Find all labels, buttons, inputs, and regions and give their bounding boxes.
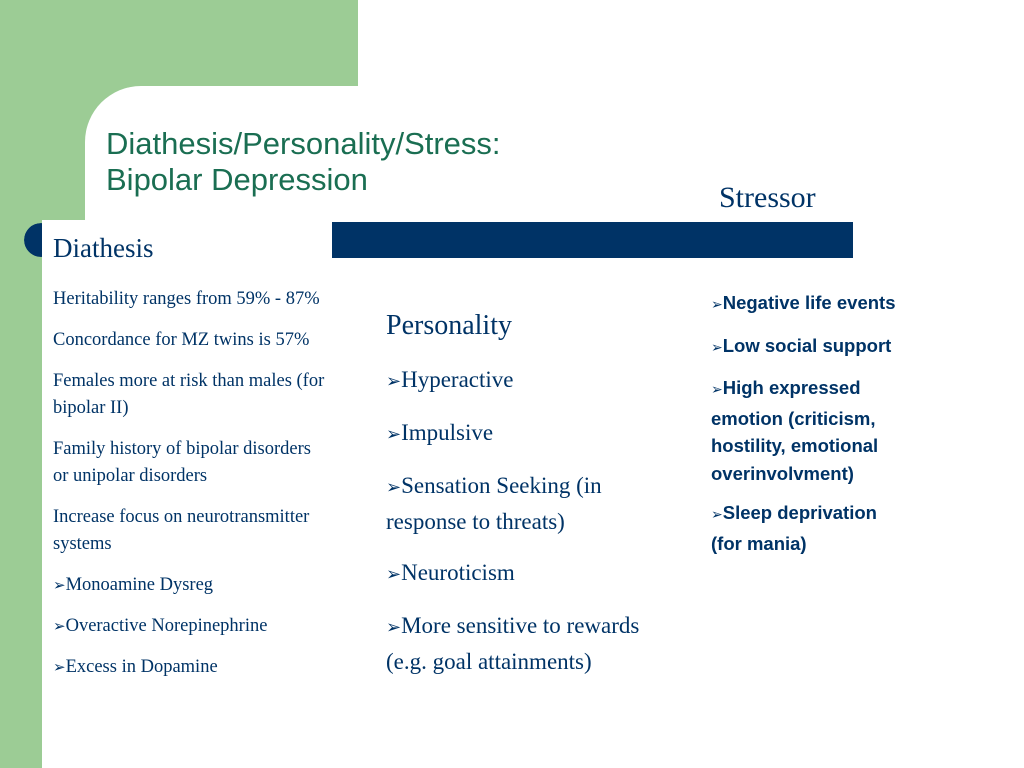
list-item: ➢More sensitive to rewards (e.g. goal attainments) bbox=[386, 613, 640, 674]
list-item: Increase focus on neurotransmitter systems bbox=[53, 507, 310, 554]
list-item: ➢Sensation Seeking (in response to threats) bbox=[386, 473, 602, 534]
list-item: ➢Overactive Norepinephrine bbox=[53, 616, 268, 636]
list-item: ➢Impulsive bbox=[386, 420, 494, 445]
list-item: ➢Monoamine Dysreg bbox=[53, 575, 214, 595]
arrow-bullet-icon: ➢ bbox=[711, 382, 723, 398]
list-item: ➢Low social support bbox=[711, 334, 892, 356]
personality-list bbox=[386, 363, 666, 696]
list-item: ➢High expressed emotion (criticism, hostility, emotional overinvolvment) bbox=[711, 377, 879, 484]
arrow-bullet-icon: ➢ bbox=[386, 477, 402, 498]
arrow-bullet-icon: ➢ bbox=[711, 297, 723, 313]
slide-title-line1: Diathesis/Personality/Stress: bbox=[106, 126, 501, 161]
list-item: ➢Negative life events bbox=[711, 292, 896, 313]
arrow-bullet-icon: ➢ bbox=[53, 576, 66, 594]
arrow-bullet-icon: ➢ bbox=[386, 564, 402, 585]
personality-heading: Personality bbox=[386, 310, 512, 341]
list-item: Concordance for MZ twins is 57% bbox=[53, 330, 310, 350]
slide-title bbox=[106, 126, 626, 198]
arrow-bullet-icon: ➢ bbox=[711, 507, 723, 523]
list-item: ➢Hyperactive bbox=[386, 367, 514, 392]
arrow-bullet-icon: ➢ bbox=[386, 617, 402, 638]
arrow-bullet-icon: ➢ bbox=[386, 371, 402, 392]
arrow-bullet-icon: ➢ bbox=[386, 424, 402, 445]
list-item: ➢Neuroticism bbox=[386, 560, 515, 585]
arrow-bullet-icon: ➢ bbox=[711, 339, 723, 356]
list-item: Heritability ranges from 59% - 87% bbox=[53, 289, 320, 309]
list-item: ➢Sleep deprivation (for mania) bbox=[711, 502, 877, 554]
arrow-bullet-icon: ➢ bbox=[53, 658, 66, 676]
arrow-bullet-icon: ➢ bbox=[53, 617, 66, 635]
slide-title-line2: Bipolar Depression bbox=[106, 162, 368, 197]
diathesis-list bbox=[53, 286, 328, 695]
stressor-list bbox=[711, 289, 896, 569]
stressor-heading: Stressor bbox=[719, 181, 816, 214]
list-item: Family history of bipolar disorders or unipolar disorders bbox=[53, 439, 311, 486]
header-bar bbox=[332, 222, 853, 258]
list-item: ➢Excess in Dopamine bbox=[53, 657, 218, 677]
diathesis-heading: Diathesis bbox=[53, 233, 154, 263]
list-item: Females more at risk than males (for bipolar II) bbox=[53, 371, 325, 418]
